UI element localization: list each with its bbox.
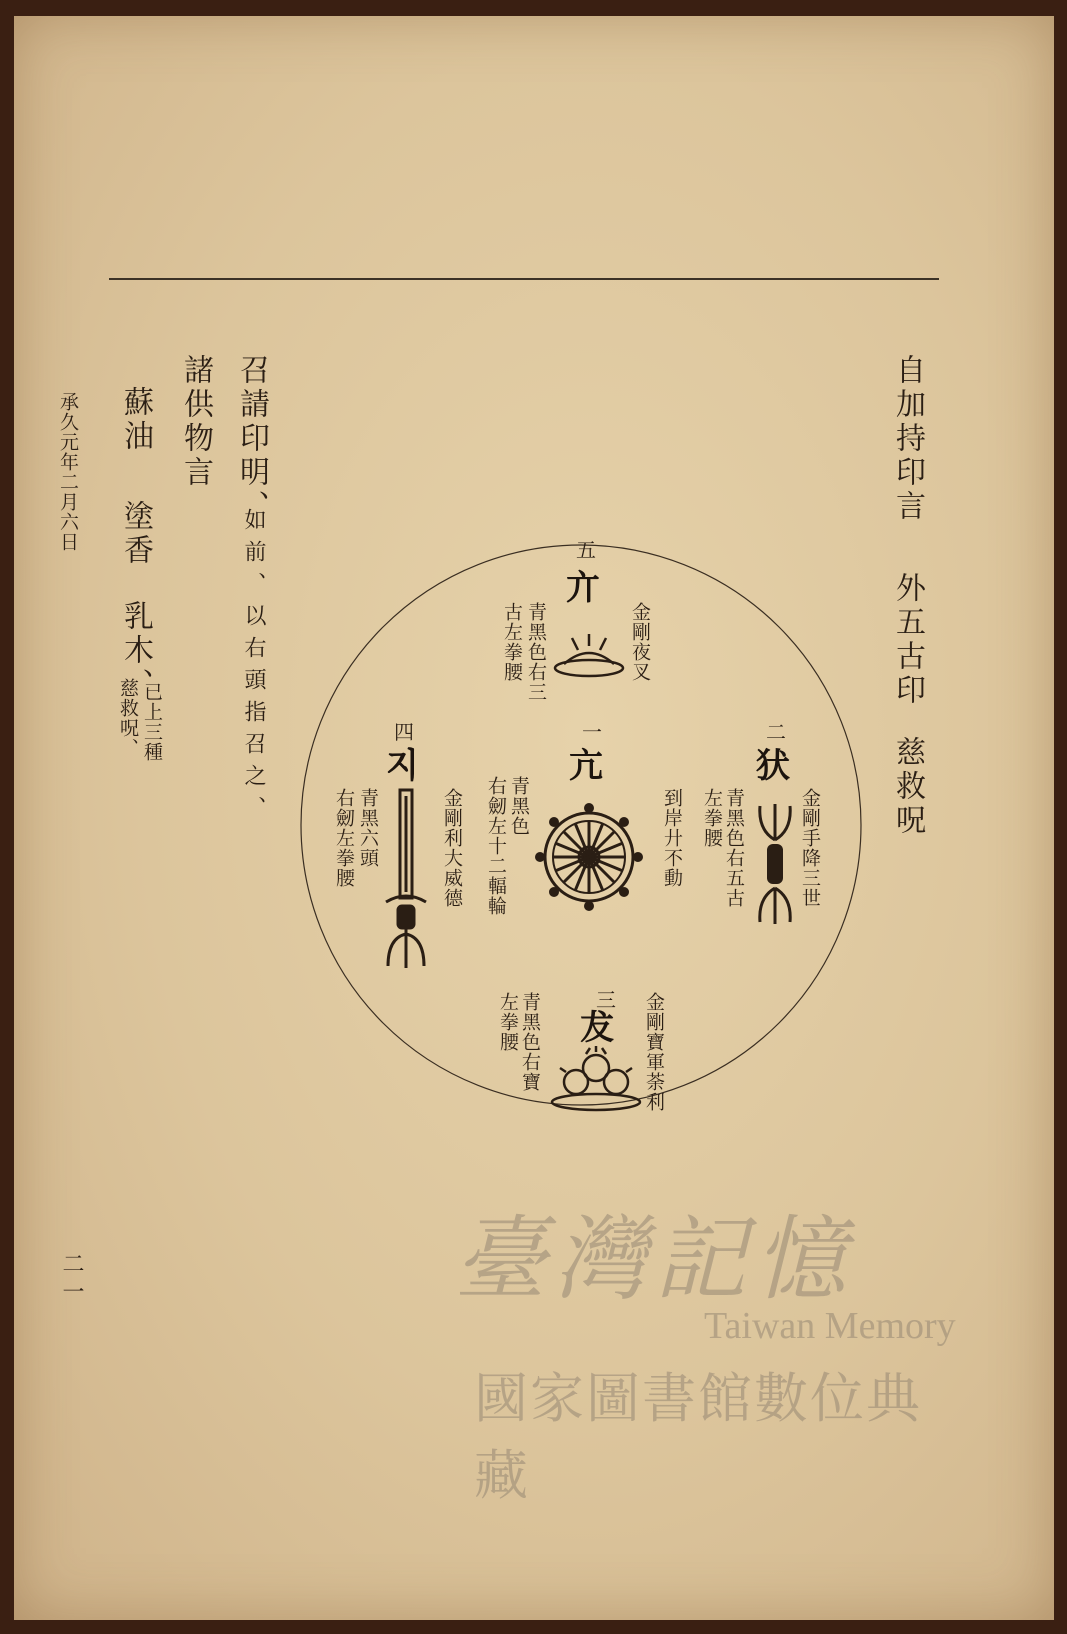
watermark-calligraphy: 臺灣記憶 bbox=[454, 1206, 855, 1313]
mudra-line: 外五古印 bbox=[890, 572, 925, 708]
center-deity-name: 到岸廾不動 bbox=[661, 788, 683, 888]
center-number: 一 bbox=[582, 720, 602, 744]
east-number: 二 bbox=[766, 720, 786, 744]
north-attributes: 古左拳腰 bbox=[501, 602, 523, 682]
west-seed-syllable: 지 bbox=[386, 746, 419, 786]
west-deity-name: 金剛利大威德 bbox=[441, 788, 463, 908]
south-attributes: 左拳腰 bbox=[497, 992, 519, 1052]
watermark-english: Taiwan Memory bbox=[704, 1305, 956, 1347]
vajra-icon bbox=[752, 800, 798, 928]
center-attributes: 右劒左十二輻輪 bbox=[485, 776, 507, 916]
document-page bbox=[14, 16, 1054, 1620]
east-deity-name: 金剛手降三世 bbox=[799, 788, 821, 908]
offering-note-a: 已上三種 bbox=[141, 682, 163, 762]
summon-instruction: 如前、以右頭指召之、 bbox=[241, 508, 266, 828]
center-color: 青黑色 bbox=[508, 776, 530, 836]
south-deity-name: 金剛寶軍荼利 bbox=[643, 992, 665, 1112]
east-attributes: 左拳腰 bbox=[701, 788, 723, 848]
bell-icon bbox=[550, 630, 628, 680]
watermark-chinese: 國家圖書館數位典藏 bbox=[474, 1369, 922, 1506]
west-number: 四 bbox=[394, 720, 414, 744]
offering-note-b: 慈救呪、 bbox=[117, 678, 139, 758]
date-colophon: 承久元年二月六日 bbox=[57, 392, 79, 552]
east-seed-syllable: 犾 bbox=[756, 746, 790, 786]
offerings-heading: 諸供物言 bbox=[178, 354, 213, 490]
south-color: 青黑色右寶 bbox=[519, 992, 541, 1092]
north-color: 青黑色右三 bbox=[525, 602, 547, 702]
mantra-line: 慈救呪 bbox=[890, 736, 925, 838]
sword-icon bbox=[380, 786, 432, 972]
north-deity-name: 金剛夜叉 bbox=[629, 602, 651, 682]
north-number: 五 bbox=[576, 538, 596, 562]
south-seed-syllable: 犮 bbox=[580, 1008, 614, 1048]
dharma-wheel-icon bbox=[532, 800, 646, 914]
offering-incense: 塗香 bbox=[118, 500, 153, 568]
jewel-icon bbox=[546, 1046, 646, 1112]
offering-wood: 乳木、 bbox=[118, 600, 153, 702]
heading-self-empowerment: 自加持印言 bbox=[890, 354, 925, 524]
north-seed-syllable: 亣 bbox=[566, 568, 600, 608]
summon-heading: 召請印明、 bbox=[234, 354, 269, 524]
west-color: 青黑六頭 bbox=[357, 788, 379, 868]
center-seed-syllable: 亢 bbox=[569, 746, 603, 786]
south-number: 三 bbox=[596, 988, 616, 1012]
library-watermark bbox=[454, 1186, 974, 1506]
offering-oil: 蘇油 bbox=[118, 386, 153, 454]
page-number: 二一 bbox=[59, 1252, 84, 1308]
header-rule bbox=[109, 278, 939, 280]
east-color: 青黑色右五古 bbox=[723, 788, 745, 908]
west-attributes: 右劒左拳腰 bbox=[333, 788, 355, 888]
